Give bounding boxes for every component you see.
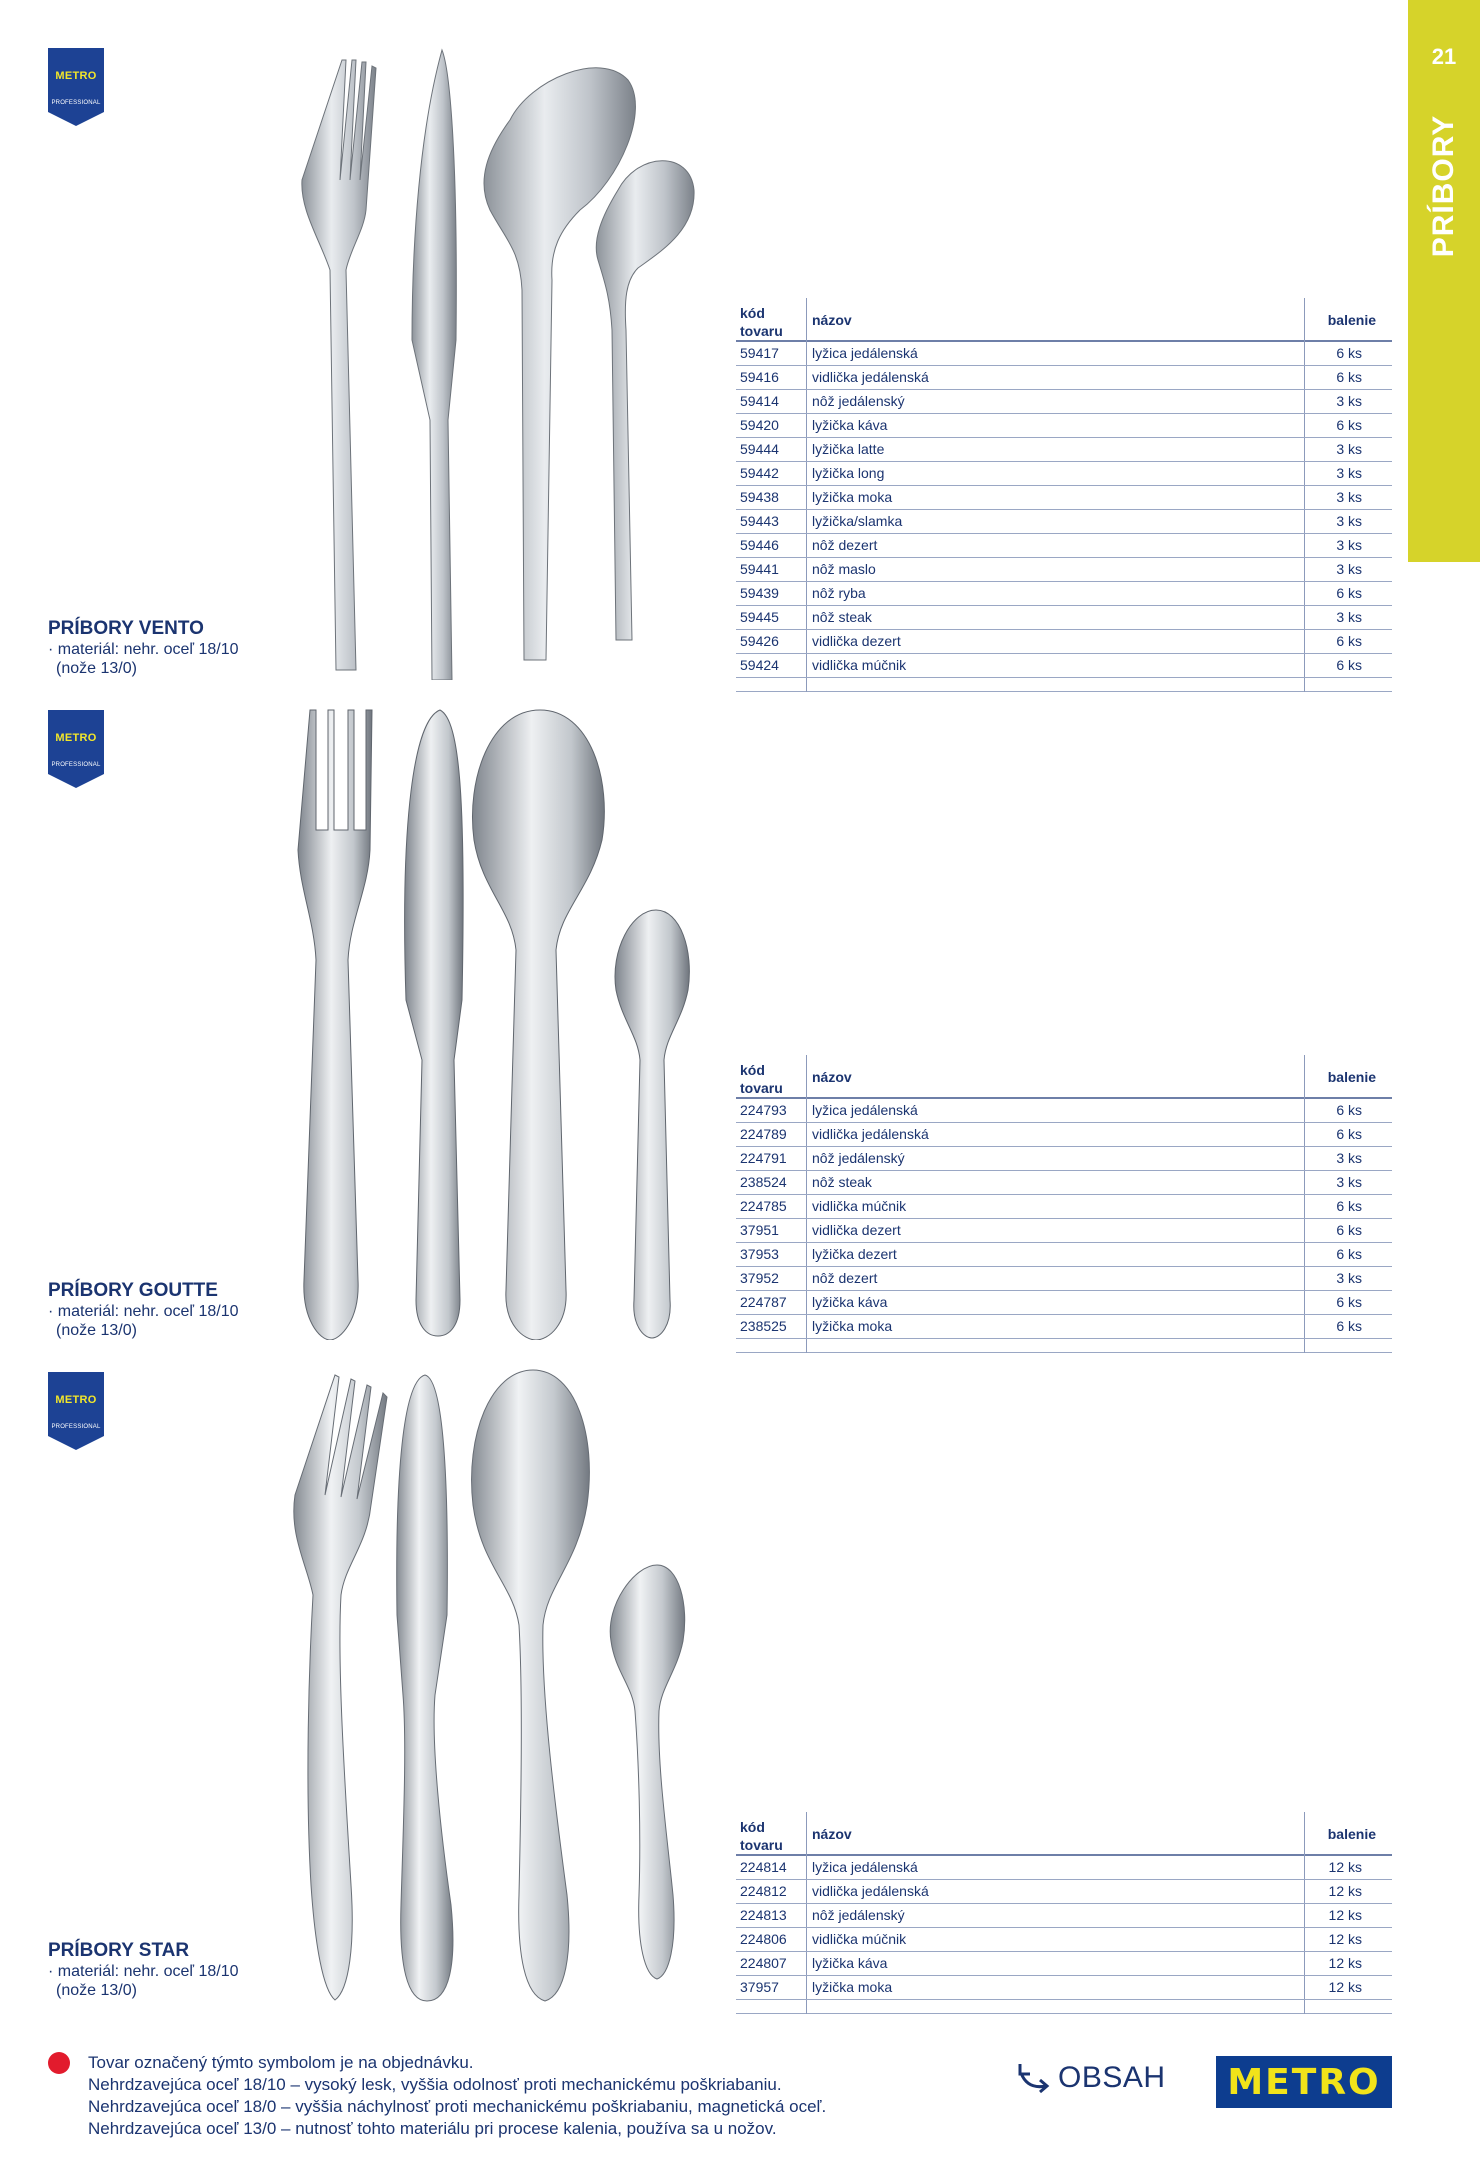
table-row: 37952 nôž dezert 3 ks <box>736 1267 1392 1291</box>
table-row: 59439 nôž ryba 6 ks <box>736 582 1392 606</box>
product-material-note: (nože 13/0) <box>56 1322 137 1339</box>
product-material: · materiál: nehr. oceľ 18/10 <box>48 1303 239 1320</box>
table-header <box>736 298 1392 342</box>
header-code: kód tovaru <box>740 305 783 339</box>
badge-subtitle: PROFESSIONAL <box>51 1424 101 1430</box>
table-row: 59424 vidlička múčnik 6 ks <box>736 654 1392 678</box>
product-material: · materiál: nehr. oceľ 18/10 <box>48 1963 239 1980</box>
table-row: 59441 nôž maslo 3 ks <box>736 558 1392 582</box>
header-pack: balenie <box>1327 1826 1376 1842</box>
header-pack: balenie <box>1327 312 1376 328</box>
table-row: 37953 lyžička dezert 6 ks <box>736 1243 1392 1267</box>
metro-logo-text: METRO <box>1227 2061 1381 2103</box>
page-number: 21 <box>1431 44 1457 69</box>
table-header <box>736 1812 1392 1856</box>
teaspoon-shape <box>596 161 694 640</box>
section-tab <box>1408 0 1480 562</box>
product-caption-vento <box>48 618 288 678</box>
table-row: 59442 lyžička long 3 ks <box>736 462 1392 486</box>
header-pack: balenie <box>1327 1069 1376 1085</box>
cutlery-set-goutte-image <box>290 700 710 1340</box>
badge-subtitle: PROFESSIONAL <box>51 762 101 768</box>
table-row: 224814 lyžica jedálenská 12 ks <box>736 1856 1392 1880</box>
table-row: 238525 lyžička moka 6 ks <box>736 1315 1392 1339</box>
table-row: 224789 vidlička jedálenská 6 ks <box>736 1123 1392 1147</box>
contents-link[interactable] <box>1016 2058 1166 2098</box>
table-row: 59446 nôž dezert 3 ks <box>736 534 1392 558</box>
metro-professional-badge <box>48 710 104 788</box>
contents-label[interactable]: OBSAH <box>1058 2061 1166 2094</box>
product-title: PRÍBORY VENTO <box>48 618 204 639</box>
table-header <box>736 1055 1392 1099</box>
table-row: 224785 vidlička múčnik 6 ks <box>736 1195 1392 1219</box>
table-row: 59444 lyžička latte 3 ks <box>736 438 1392 462</box>
table-row: 59416 vidlička jedálenská 6 ks <box>736 366 1392 390</box>
header-name: názov <box>812 1826 852 1842</box>
table-row: 37951 vidlička dezert 6 ks <box>736 1219 1392 1243</box>
spoon-shape <box>472 710 604 1340</box>
product-title: PRÍBORY STAR <box>48 1940 190 1961</box>
footer-note: Tovar označený týmto symbolom je na objednávku. <box>88 2053 474 2072</box>
teaspoon-shape <box>610 1565 684 1979</box>
footer-note: Nehrdzavejúca oceľ 13/0 – nutnosť tohto materiálu pri procese kalenia, používa sa u nožov. <box>88 2119 777 2138</box>
metro-professional-badge <box>48 1372 104 1450</box>
table-row: 59426 vidlička dezert 6 ks <box>736 630 1392 654</box>
metro-logo <box>1216 2056 1392 2108</box>
footer-note: Nehrdzavejúca oceľ 18/10 – vysoký lesk, vyššia odolnosť proti mechanickému poškriabaniu. <box>88 2075 782 2094</box>
header-name: názov <box>812 312 852 328</box>
table-row: 224807 lyžička káva 12 ks <box>736 1952 1392 1976</box>
table-row: 59414 nôž jedálenský 3 ks <box>736 390 1392 414</box>
product-material: · materiál: nehr. oceľ 18/10 <box>48 641 239 658</box>
knife-shape <box>397 1375 453 2001</box>
badge-subtitle: PROFESSIONAL <box>51 100 101 106</box>
cutlery-set-vento-image <box>280 40 720 680</box>
product-caption-goutte <box>48 1280 288 1340</box>
table-row: 59445 nôž steak 3 ks <box>736 606 1392 630</box>
table-row: 59417 lyžica jedálenská 6 ks <box>736 342 1392 366</box>
table-row: 224812 vidlička jedálenská 12 ks <box>736 1880 1392 1904</box>
product-material-note: (nože 13/0) <box>56 1982 137 1999</box>
table-row: 224813 nôž jedálenský 12 ks <box>736 1904 1392 1928</box>
fork-shape <box>302 60 376 670</box>
table-row: 59438 lyžička moka 3 ks <box>736 486 1392 510</box>
footer-note: Nehrdzavejúca oceľ 18/0 – vyššia náchylnosť proti mechanickému poškriabaniu, magnetická oceľ. <box>88 2097 827 2116</box>
product-material-note: (nože 13/0) <box>56 660 137 677</box>
table-row: 59420 lyžička káva 6 ks <box>736 414 1392 438</box>
badge-logo: METRO <box>55 732 97 744</box>
table-row: 224793 lyžica jedálenská 6 ks <box>736 1099 1392 1123</box>
spoon-shape <box>472 1370 590 2001</box>
badge-logo: METRO <box>55 70 97 82</box>
section-title: PRÍBORY <box>1427 114 1460 258</box>
header-code: kód tovaru <box>740 1819 783 1853</box>
table-row: 224806 vidlička múčnik 12 ks <box>736 1928 1392 1952</box>
product-caption-star <box>48 1940 288 2000</box>
metro-professional-badge <box>48 48 104 126</box>
header-name: názov <box>812 1069 852 1085</box>
table-row: 238524 nôž steak 3 ks <box>736 1171 1392 1195</box>
table-row: 224787 lyžička káva 6 ks <box>736 1291 1392 1315</box>
fork-shape <box>294 1375 387 2000</box>
cutlery-set-star-image <box>285 1365 705 2005</box>
fork-shape <box>298 710 372 1340</box>
table-row: 59443 lyžička/slamka 3 ks <box>736 510 1392 534</box>
knife-shape <box>405 710 464 1336</box>
table-row: 37957 lyžička moka 12 ks <box>736 1976 1392 2000</box>
product-table-star <box>736 1812 1392 2014</box>
product-table-goutte <box>736 1055 1392 1353</box>
header-code: kód tovaru <box>740 1062 783 1096</box>
teaspoon-shape <box>615 910 689 1338</box>
product-title: PRÍBORY GOUTTE <box>48 1280 218 1301</box>
table-row: 224791 nôž jedálenský 3 ks <box>736 1147 1392 1171</box>
order-symbol-icon <box>48 2052 70 2074</box>
return-arrow-icon <box>1016 2060 1052 2096</box>
product-table-vento <box>736 298 1392 692</box>
knife-shape <box>412 50 456 680</box>
badge-logo: METRO <box>55 1394 97 1406</box>
